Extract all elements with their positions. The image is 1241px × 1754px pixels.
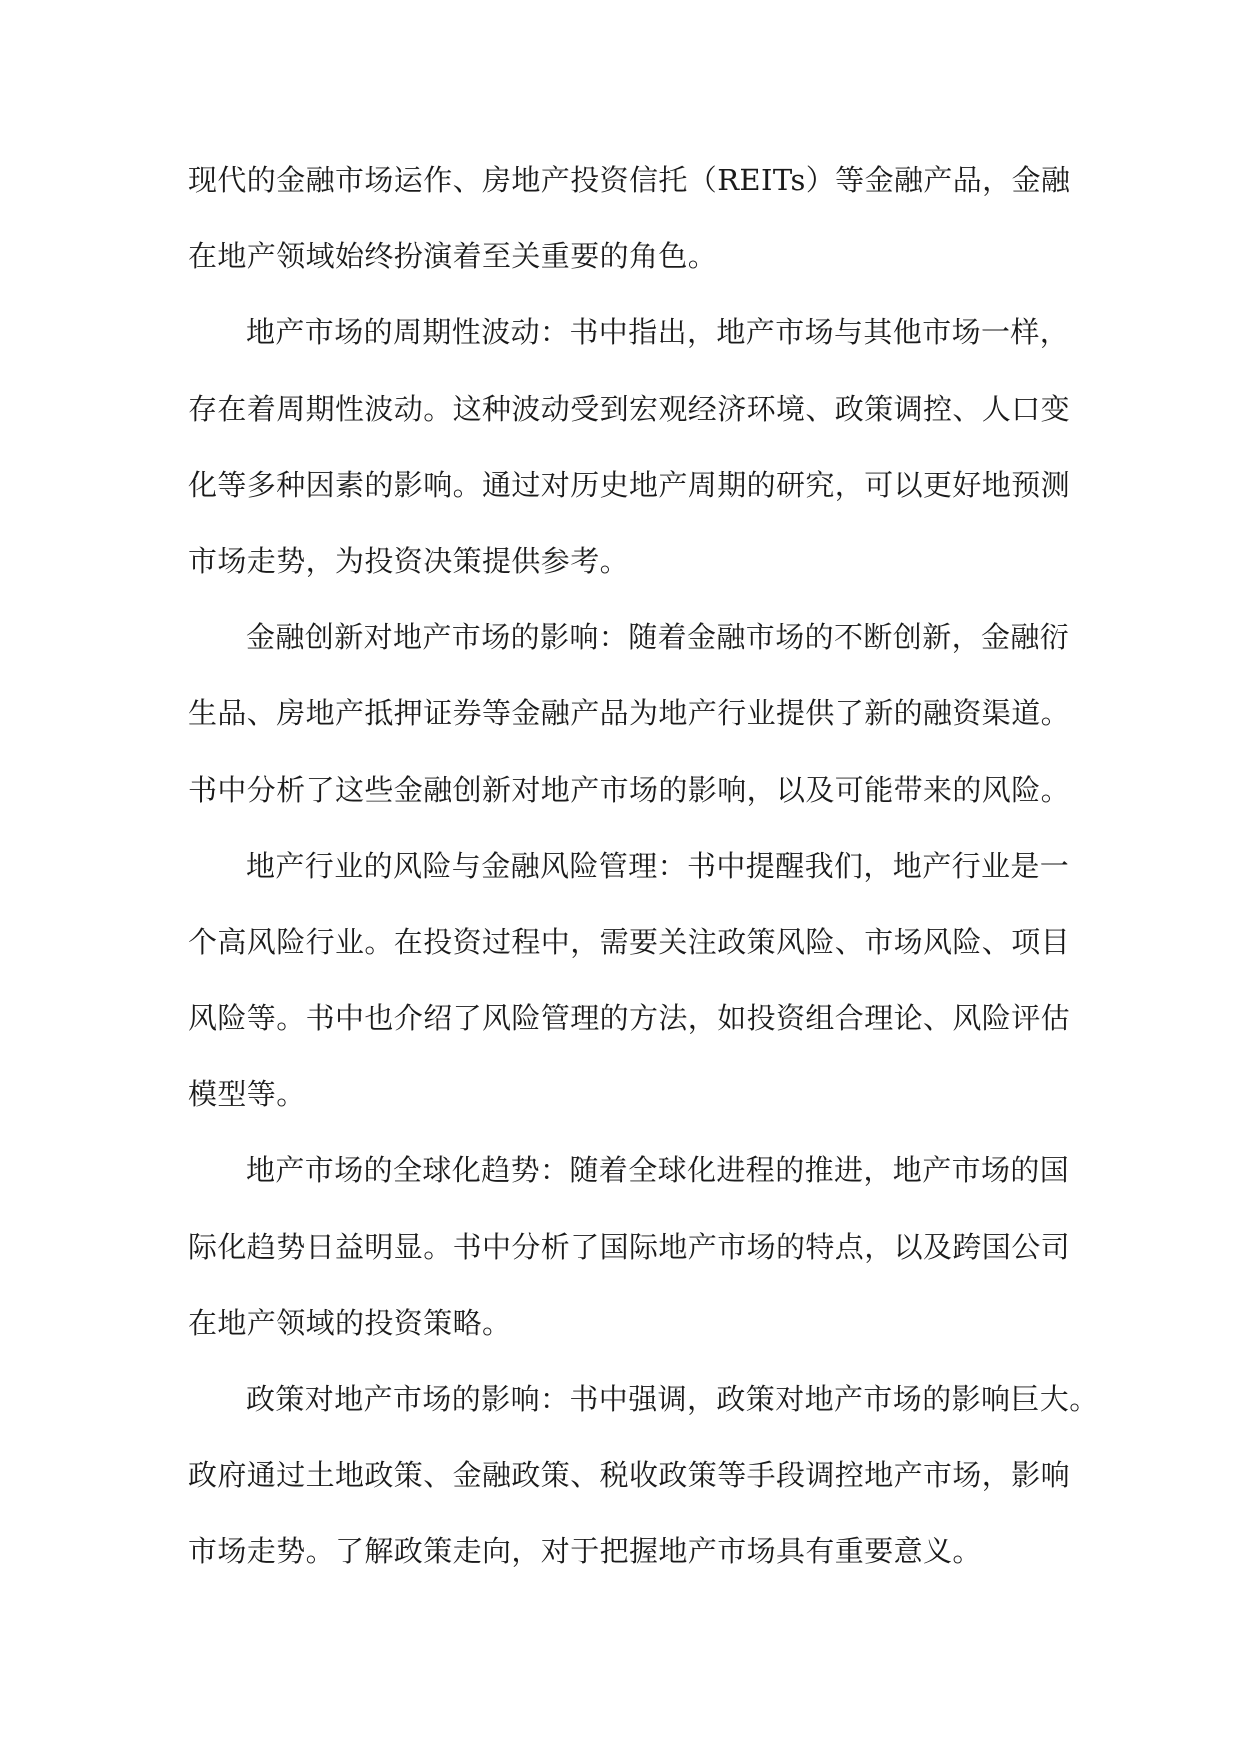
- text-line: 地产行业的风险与金融风险管理：书中提醒我们，地产行业是一: [246, 848, 1070, 883]
- text-line: 存在着周期性波动。这种波动受到宏观经济环境、政策调控、人口变: [188, 391, 1071, 426]
- paragraph: [188, 599, 1071, 828]
- text-line: 化等多种因素的影响。通过对历史地产周期的研究，可以更好地预测: [188, 467, 1071, 502]
- paragraph: [188, 1132, 1071, 1361]
- paragraph: [188, 142, 1071, 294]
- text-line: 地产市场的周期性波动：书中指出，地产市场与其他市场一样，: [246, 315, 1070, 350]
- text-line: 金融创新对地产市场的影响：随着金融市场的不断创新，金融衍: [246, 620, 1070, 655]
- text-line: 书中分析了这些金融创新对地产市场的影响，以及可能带来的风险。: [188, 772, 1071, 807]
- text-line: 个高风险行业。在投资过程中，需要关注政策风险、市场风险、项目: [188, 924, 1071, 959]
- text-line: 风险等。书中也介绍了风险管理的方法，如投资组合理论、风险评估: [188, 1001, 1071, 1036]
- text-line: 市场走势。了解政策走向，对于把握地产市场具有重要意义。: [188, 1534, 982, 1569]
- text-line: 政策对地产市场的影响：书中强调，政策对地产市场的影响巨大。: [246, 1382, 1099, 1416]
- text-line: 模型等。: [188, 1077, 306, 1112]
- paragraph: [188, 1361, 1099, 1590]
- text-line: 在地产领域始终扮演着至关重要的角色。: [188, 239, 718, 274]
- text-line: 在地产领域的投资策略。: [188, 1305, 512, 1340]
- paragraph: [188, 828, 1071, 1133]
- body-text: [188, 142, 1099, 1590]
- text-line: 地产市场的全球化趋势：随着全球化进程的推进，地产市场的国: [246, 1153, 1070, 1188]
- text-line: 际化趋势日益明显。书中分析了国际地产市场的特点，以及跨国公司: [188, 1229, 1071, 1264]
- text-line: 现代的金融市场运作、房地产投资信托（REITs）等金融产品，金融: [188, 163, 1071, 197]
- text-line: 市场走势，为投资决策提供参考。: [188, 543, 630, 578]
- text-line: 政府通过土地政策、金融政策、税收政策等手段调控地产市场，影响: [188, 1458, 1071, 1493]
- paragraph: [188, 294, 1071, 599]
- text-line: 生品、房地产抵押证券等金融产品为地产行业提供了新的融资渠道。: [188, 696, 1071, 731]
